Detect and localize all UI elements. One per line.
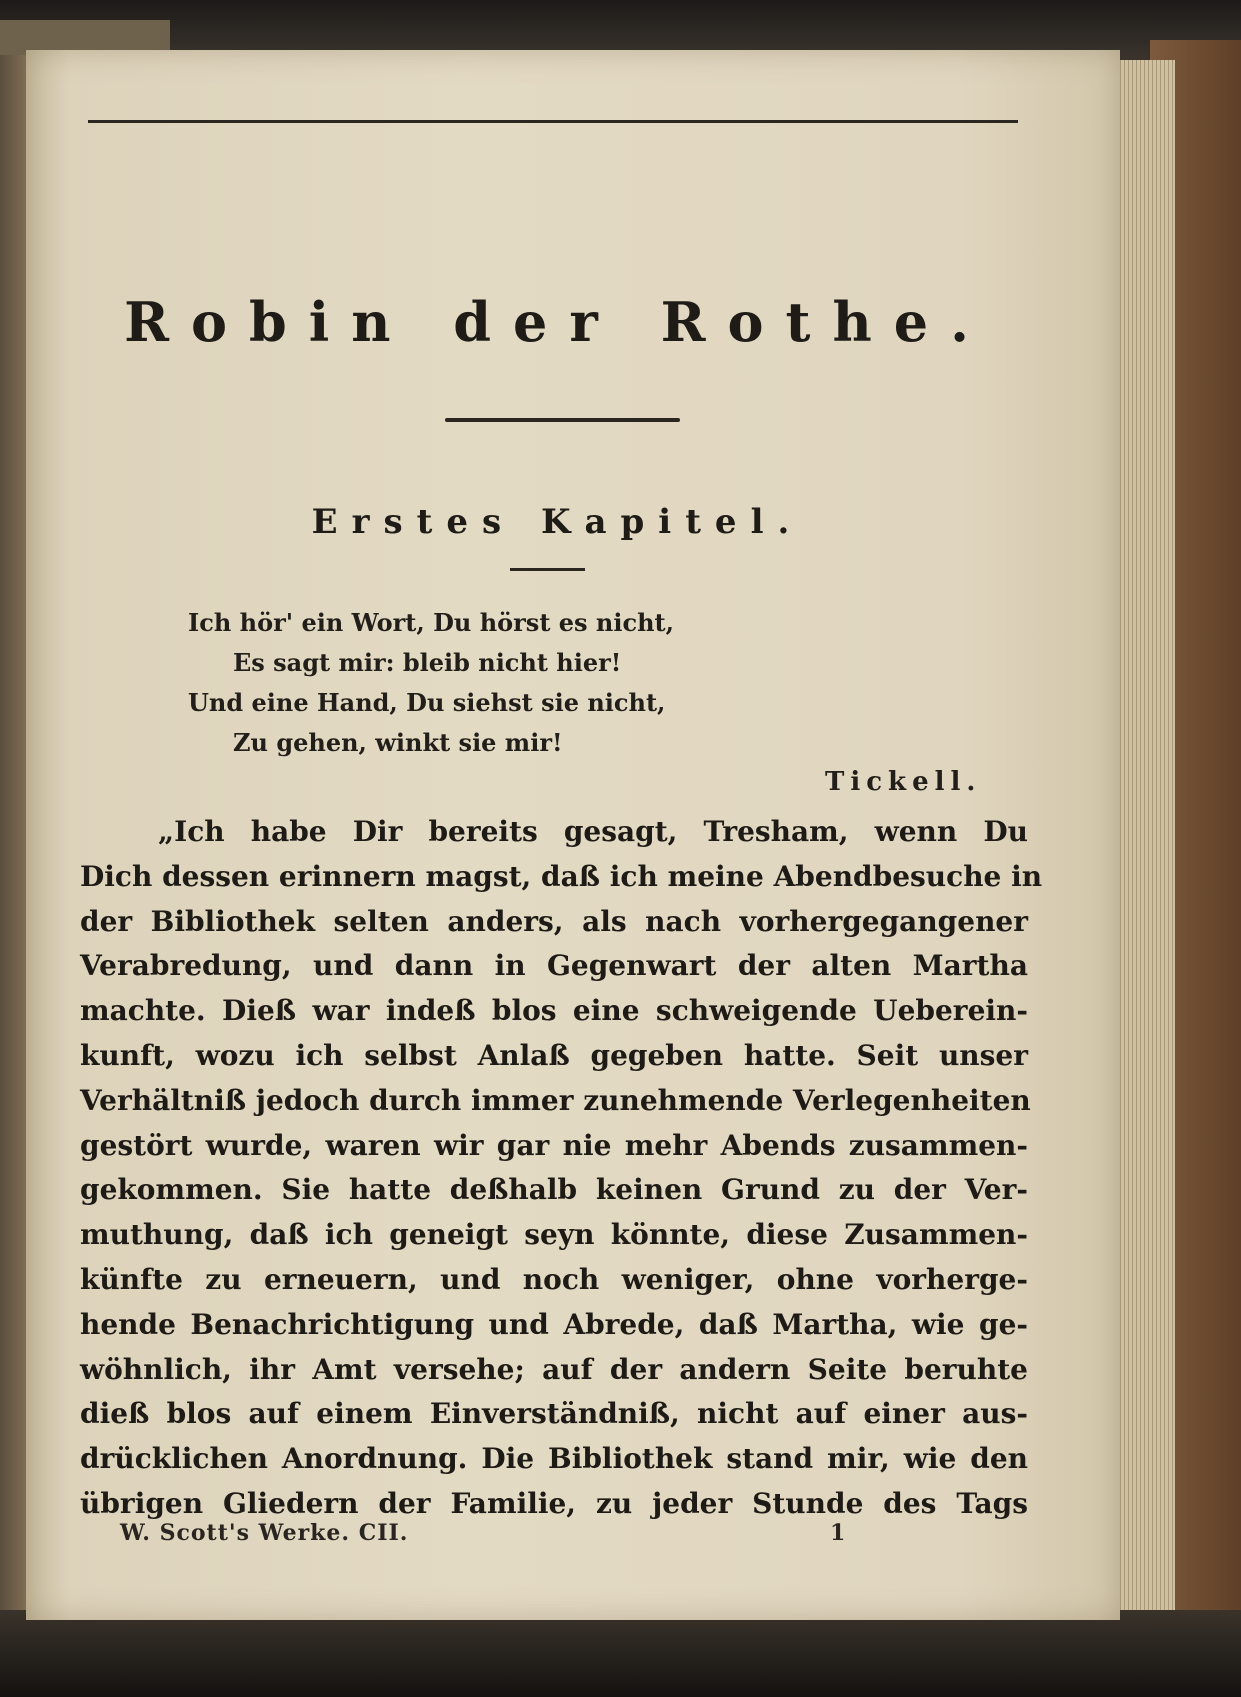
body-line: künfte zu erneuern, und noch weniger, ohne vorherge- <box>80 1263 1028 1296</box>
body-line: gestört wurde, waren wir gar nie mehr Abends zusammen- <box>80 1128 1028 1162</box>
body-line: drücklichen Anordnung. Die Bibliothek stand mir, wie den <box>80 1442 1028 1476</box>
book-bottom-edge <box>0 1610 1241 1697</box>
body-line: gekommen. Sie hatte deßhalb keinen Grund zu der Ver- <box>80 1173 1028 1207</box>
body-line: übrigen Gliedern der Familie, zu jeder Stunde des Tags <box>80 1487 1028 1520</box>
body-line: machte. Dieß war indeß blos eine schweigende Ueberein- <box>80 994 1028 1028</box>
signature-mark: W. Scott's Werke. CII. <box>120 1520 409 1546</box>
verse-line: Und eine Hand, Du siehst sie nicht, <box>188 688 666 717</box>
verse-line: Es sagt mir: bleib nicht hier! <box>233 648 622 677</box>
body-line: dieß blos auf einem Einverständniß, nicht auf einer aus- <box>80 1397 1028 1431</box>
body-line: der Bibliothek selten anders, als nach vorhergegangener <box>80 904 1028 938</box>
body-line: kunft, wozu ich selbst Anlaß gegeben hatte. Seit unser <box>80 1039 1028 1072</box>
chapter-heading: Erstes Kapitel. <box>311 502 804 542</box>
chapter-divider <box>510 568 585 571</box>
body-line: wöhnlich, ihr Amt versehe; auf der andern Seite beruhte <box>80 1352 1028 1386</box>
body-line: „Ich habe Dir bereits gesagt, Tresham, wenn Du <box>158 815 1028 848</box>
body-line: Verabredung, und dann in Gegenwart der alten Martha <box>80 949 1028 983</box>
verse-line: Ich hör' ein Wort, Du hörst es nicht, <box>188 608 674 637</box>
header-rule <box>88 120 1018 123</box>
body-line: Dich dessen erinnern magst, daß ich meine Abendbesuche in <box>80 859 1043 893</box>
verse-line: Zu gehen, winkt sie mir! <box>233 728 563 757</box>
body-line: hende Benachrichtigung und Abrede, daß Martha, wie ge- <box>80 1307 1028 1341</box>
body-line: Verhältniß jedoch durch immer zunehmende Verlegenheiten <box>80 1083 1031 1117</box>
body-line: muthung, daß ich geneigt seyn könnte, diese Zusammen- <box>80 1218 1028 1252</box>
title-divider <box>445 418 680 422</box>
page-title: Robin der Rothe. <box>124 290 991 354</box>
epigraph-attribution: Tickell. <box>825 767 982 797</box>
sheet-number: 1 <box>830 1520 846 1546</box>
